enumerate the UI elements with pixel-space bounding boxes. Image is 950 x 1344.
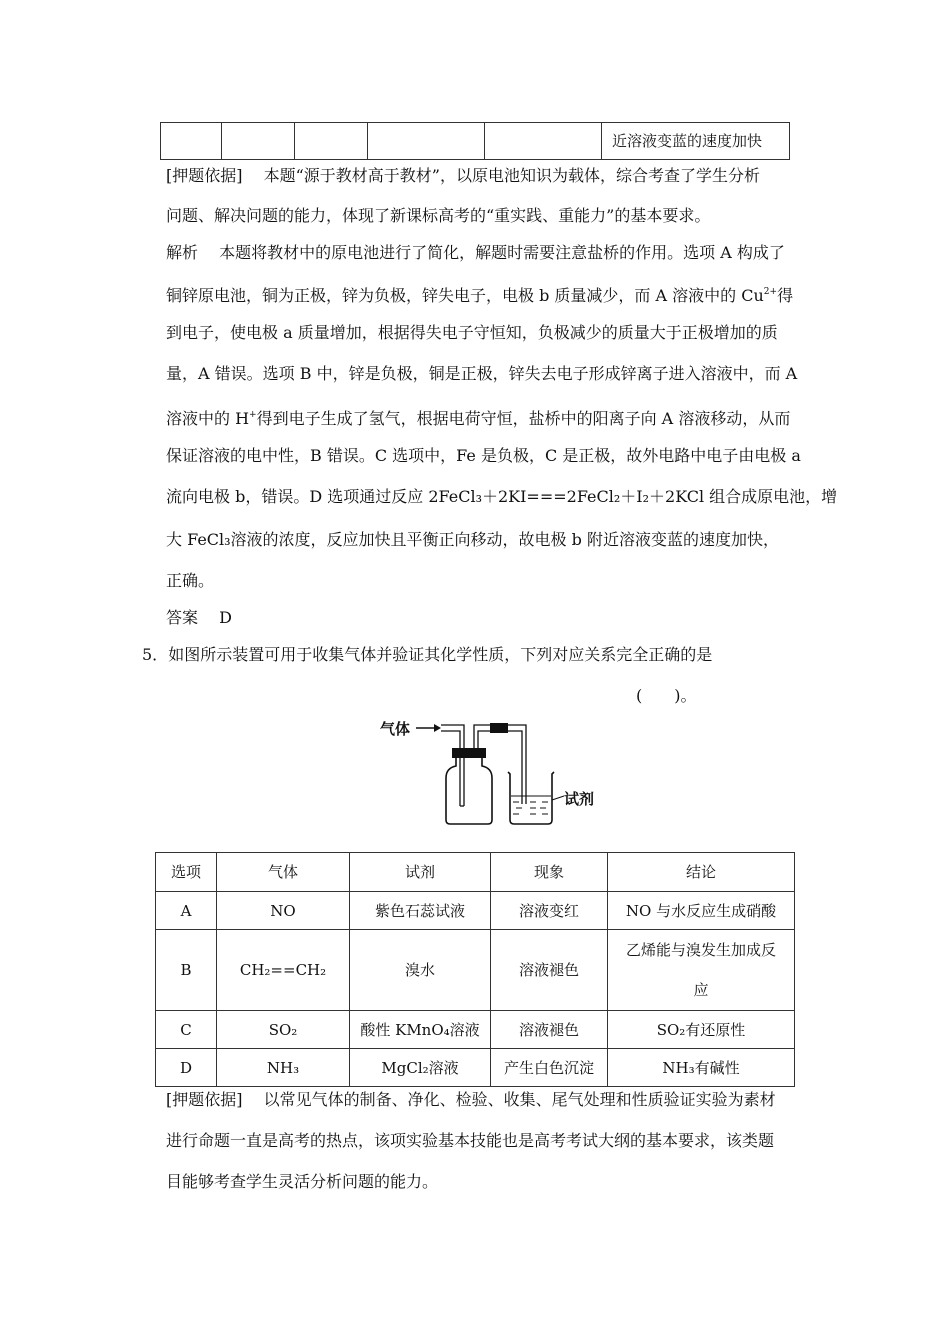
analysis-line: 量，A 错误。选项 B 中，锌是负极，铜是正极，锌失去电子形成锌离子进入溶液中，而 A	[166, 364, 798, 383]
arrow-head-icon	[434, 724, 441, 732]
table-cell: 乙烯能与溴发生加成反应	[608, 930, 795, 1011]
table-cell: NH₃有碱性	[608, 1049, 795, 1087]
table-cell: C	[156, 1011, 217, 1049]
analysis-line: 保证溶液的电中性，B 错误。C 选项中，Fe 是负极，C 是正极，故外电路中电子由电极 a	[166, 446, 801, 465]
table-cell: 溶液褪色	[491, 1011, 608, 1049]
table-cell: SO₂有还原性	[608, 1011, 795, 1049]
gas-label: 气体	[380, 720, 411, 738]
table-cell: 近溶液变蓝的速度加快	[602, 123, 790, 160]
options-table	[155, 852, 795, 1087]
text-line: 问题、解决问题的能力，体现了新课标高考的“重实践、重能力”的基本要求。	[166, 206, 711, 225]
table-cell: A	[156, 892, 217, 930]
table-cell: 溴水	[350, 930, 491, 1011]
apparatus-diagram	[380, 712, 610, 832]
answer-value: D	[219, 608, 232, 627]
table-cell: D	[156, 1049, 217, 1087]
analysis-line: 大 FeCl₃溶液的浓度，反应加快且平衡正向移动，故电极 b 附近溶液变蓝的速度加快，	[166, 530, 779, 549]
analysis-line: 解析 本题将教材中的原电池进行了简化，解题时需要注意盐桥的作用。选项 A 构成了	[166, 243, 785, 262]
table-row	[161, 123, 790, 160]
table-cell: SO₂	[217, 1011, 350, 1049]
table-row	[156, 892, 795, 930]
analysis-line: 溶液中的 H+得到电子生成了氢气，根据电荷守恒，盐桥中的阳离子向 A 溶液移动，从而	[166, 409, 791, 428]
stopper	[452, 748, 486, 758]
table-row	[156, 1049, 795, 1087]
header-cell: 结论	[608, 853, 795, 892]
header-cell: 气体	[217, 853, 350, 892]
rationale-paragraph-1	[166, 166, 760, 186]
answer-label: 答案	[166, 608, 199, 627]
beaker	[508, 772, 554, 824]
analysis-label: 解析	[166, 243, 199, 262]
answer-line	[166, 608, 232, 628]
table-cell: NO 与水反应生成硝酸	[608, 892, 795, 930]
analysis-line: 流向电极 b，错误。D 选项通过反应 2FeCl₃＋2KI===2FeCl₂＋I₂＋2KCl 组合成原电池，增	[166, 487, 838, 506]
analysis-line: 正确。	[166, 571, 215, 590]
rationale-paragraph-2	[166, 1090, 776, 1110]
reagent-label: 试剂	[564, 790, 595, 808]
table-row	[156, 930, 795, 1011]
header-cell: 选项	[156, 853, 217, 892]
table-cell: 溶液变红	[491, 892, 608, 930]
top-table	[160, 122, 790, 160]
text-line: 本题“源于教材高于教材”，以原电池知识为载体，综合考查了学生分析	[263, 166, 760, 185]
table-cell: B	[156, 930, 217, 1011]
question-stem: 5．如图所示装置可用于收集气体并验证其化学性质，下列对应关系完全正确的是	[142, 645, 713, 664]
header-cell: 试剂	[350, 853, 491, 892]
text-line: 以常见气体的制备、净化、检验、收集、尾气处理和性质验证实验为素材	[263, 1090, 776, 1109]
table-cell: CH₂==CH₂	[217, 930, 350, 1011]
header-cell: 现象	[491, 853, 608, 892]
table-cell: 紫色石蕊试液	[350, 892, 491, 930]
table-header-row	[156, 853, 795, 892]
table-row	[156, 1011, 795, 1049]
rationale-tag: [押题依据]	[166, 166, 243, 185]
question-number: 5．	[142, 645, 169, 664]
table-cell: NO	[217, 892, 350, 930]
analysis-line: 到电子，使电极 a 质量增加，根据得失电子守恒知，负极减少的质量大于正极增加的质	[166, 323, 778, 342]
table-cell: 酸性 KMnO₄溶液	[350, 1011, 491, 1049]
table-cell: 溶液褪色	[491, 930, 608, 1011]
gas-bottle	[446, 758, 492, 824]
text-line: 进行命题一直是高考的热点，该项实验基本技能也是高考考试大纲的基本要求，该类题	[166, 1131, 775, 1150]
answer-blank: ( )。	[636, 686, 697, 705]
table-cell: MgCl₂溶液	[350, 1049, 491, 1087]
rationale-tag: [押题依据]	[166, 1090, 243, 1109]
table-cell: NH₃	[217, 1049, 350, 1087]
rubber-connector	[490, 723, 508, 733]
table-cell: 产生白色沉淀	[491, 1049, 608, 1087]
analysis-line: 铜锌原电池，铜为正极，锌为负极，锌失电子，电极 b 质量减少，而 A 溶液中的 $Cu^{2+}$得	[166, 286, 794, 305]
text-line: 目能够考查学生灵活分析问题的能力。	[166, 1172, 439, 1191]
